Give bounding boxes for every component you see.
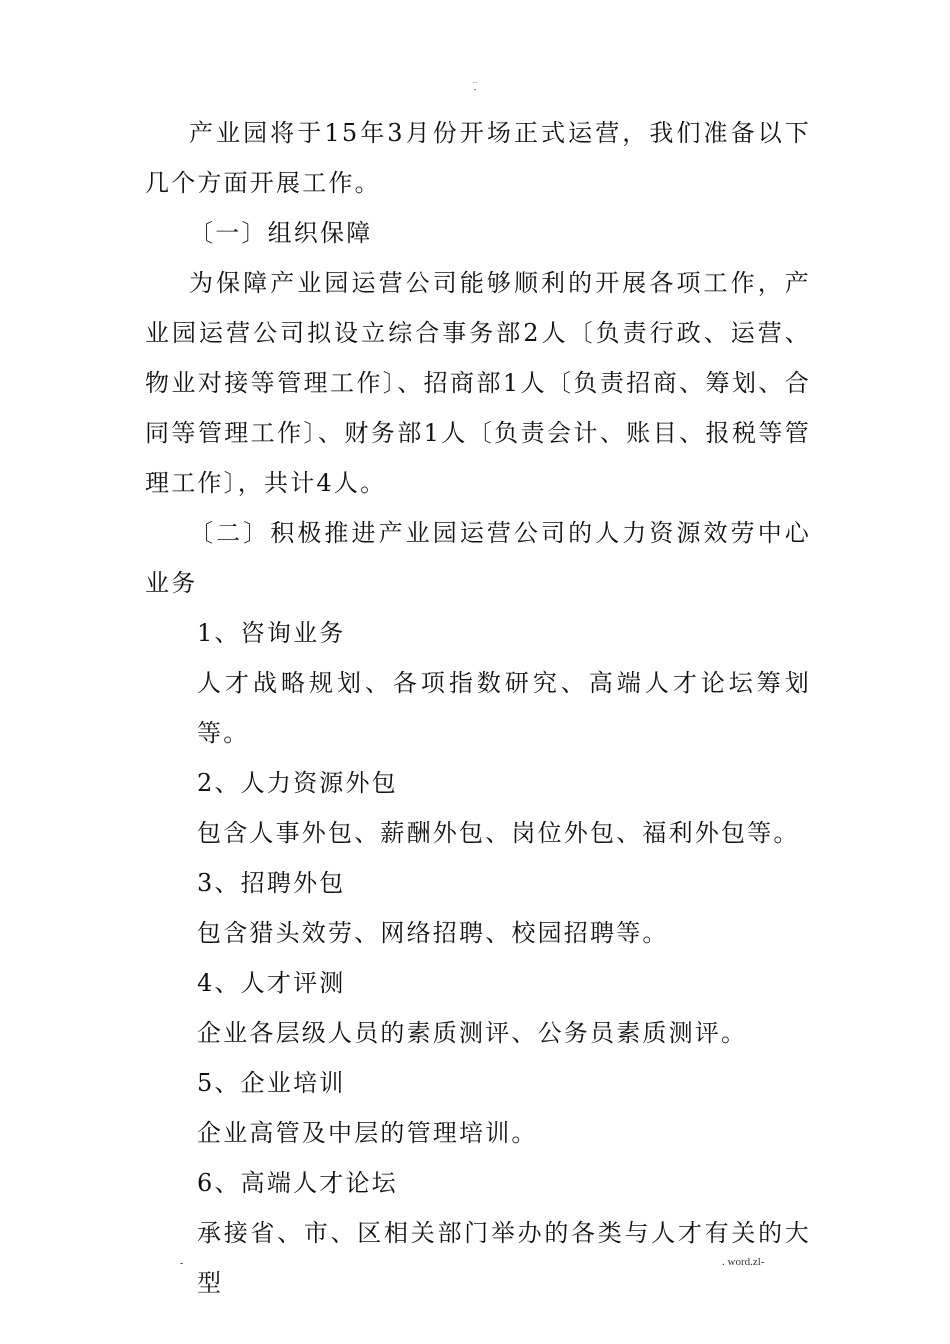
item-heading-recruitment: 3、招聘外包: [197, 869, 346, 897]
header-mark-bottom: -: [473, 85, 477, 94]
item-detail-talent-forum: 承接省、市、区相关部门举办的各类与人才有关的大型: [197, 1219, 811, 1297]
footer-left-mark: -: [180, 1258, 184, 1269]
item-heading-consulting: 1、咨询业务: [197, 619, 346, 647]
item-detail-consulting: 人才战略规划、各项指数研究、高端人才论坛筹划等。: [197, 669, 811, 747]
item-detail-recruitment: 包含猎头效劳、网络招聘、校园招聘等。: [197, 919, 669, 947]
section-heading-hr-center: 〔二〕积极推进产业园运营公司的人力资源效劳中心业务: [145, 519, 811, 597]
header-mark-top: ..: [472, 76, 478, 85]
item-heading-training: 5、企业培训: [197, 1069, 346, 1097]
item-heading-talent-assessment: 4、人才评测: [197, 969, 346, 997]
organization-paragraph: 为保障产业园运营公司能够顺利的开展各项工作，产业园运营公司拟设立综合事务部2人〔负责行政、运营、物业对接等管理工作〕、招商部1人〔负责招商、筹划、合同等管理工作〕、财务部1人〔负责会计、账目、报税等管理工作〕，共计4人。: [145, 269, 811, 497]
item-detail-hr-outsourcing: 包含人事外包、薪酬外包、岗位外包、福利外包等。: [197, 819, 800, 847]
header-mark: [460, 76, 490, 94]
item-detail-talent-assessment: 企业各层级人员的素质测评、公务员素质测评。: [197, 1019, 748, 1047]
footer-watermark: . word.zl-: [722, 1256, 765, 1268]
item-heading-talent-forum: 6、高端人才论坛: [197, 1169, 398, 1197]
document-body: [145, 108, 811, 1308]
intro-paragraph: 产业园将于15年3月份开场正式运营，我们准备以下几个方面开展工作。: [145, 119, 811, 197]
section-heading-organization: 〔一〕组织保障: [189, 219, 373, 247]
item-detail-training: 企业高管及中层的管理培训。: [197, 1119, 538, 1147]
item-heading-hr-outsourcing: 2、人力资源外包: [197, 769, 398, 797]
